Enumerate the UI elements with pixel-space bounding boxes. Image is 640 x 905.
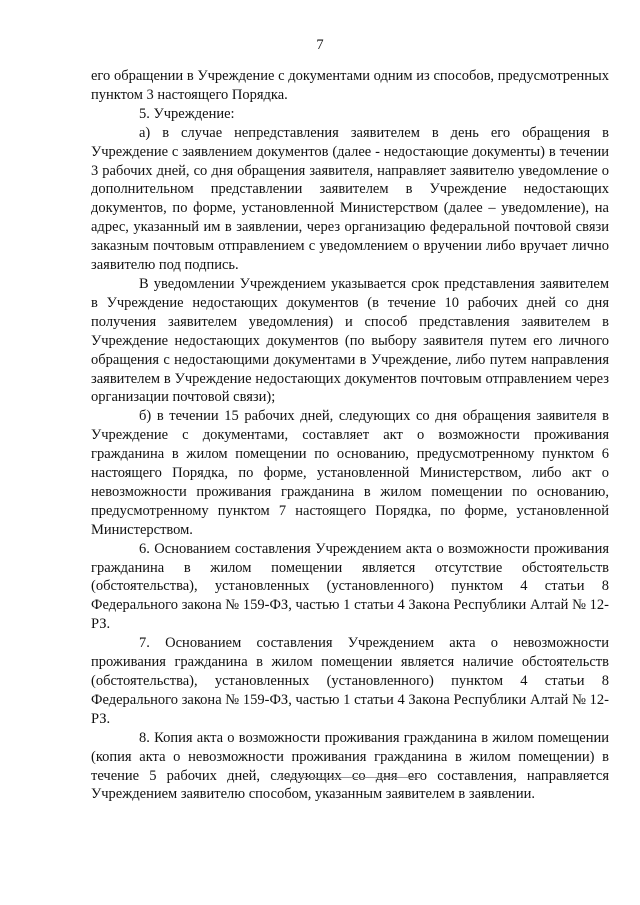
paragraph-item-5-heading: 5. Учреждение: [139, 105, 235, 122]
paragraph-item-8: 8. Копия акта о возможности проживания гражданина в жилом помещении (копия акта о невозможности проживания гражданина в жилом помещении) в течение 5 рабочих дней, следующих со дня его составления, направляется Учреждением заявителю способом, указанным заявителем в заявлении. [91, 729, 609, 803]
page-number: 7 [316, 37, 324, 53]
end-separator-line [278, 777, 422, 778]
paragraph-notification-terms: В уведомлении Учреждением указывается срок представления заявителем в Учреждение недостающих документов (в течение 10 рабочих дней со дня получения заявителем уведомления) и способ представления заявителем в Учреждение недостающих документов (по выбору заявителя путем его личного обращения с недостающими документами в Учреждение, либо путем направления заявителем в Учреждение недостающих документов почтовым отправлением через организации почтовой связи); [91, 275, 609, 406]
paragraph-continuation: его обращении в Учреждение с документами одним из способов, предусмотренных пунктом 3 настоящего Порядка. [91, 68, 609, 103]
paragraph-item-7: 7. Основанием составления Учреждением акта о невозможности проживания гражданина в жилом помещении является наличие обстоятельств (обстоятельства), установленных (установленного) пунктом 4 статьи 8 Федерального закона № 159-ФЗ, частью 1 статьи 4 Закона Республики Алтай № 12-РЗ. [91, 635, 609, 727]
paragraph-item-6: 6. Основанием составления Учреждением акта о возможности проживания гражданина в жилом помещении является отсутствие обстоятельств (обстоятельства), установленных (установленного) пунктом 4 статьи 8 Федерального закона № 159-ФЗ, частью 1 статьи 4 Закона Республики Алтай № 12-РЗ. [91, 540, 609, 633]
paragraph-item-5b: б) в течении 15 рабочих дней, следующих со дня обращения заявителя в Учреждение с документами, составляет акт о возможности проживания гражданина в жилом помещении по основанию, предусмотренному пунктом 6 настоящего Порядка, по форме, установленной Министерством, либо акт о невозможности проживания гражданина в жилом помещении по основанию, предусмотренному пунктом 7 настоящего Порядка, по форме, установленной Министерством. [91, 408, 609, 538]
paragraph-item-5a: а) в случае непредставления заявителем в день его обращения в Учреждение с заявлением документов (далее - недостающие документы) в течении 3 рабочих дней, со дня обращения заявителя, направляет заявителю уведомление о дополнительном представлении заявителем в Учреждение недостающих документов, по форме, установленной Министерством (далее – уведомление), на адрес, указанный им в заявлении, через организацию федеральной почтовой связи заказным почтовым отправлением с уведомлением о вручении либо вручает лично заявителю под подпись. [91, 124, 609, 274]
document-body [91, 67, 609, 804]
